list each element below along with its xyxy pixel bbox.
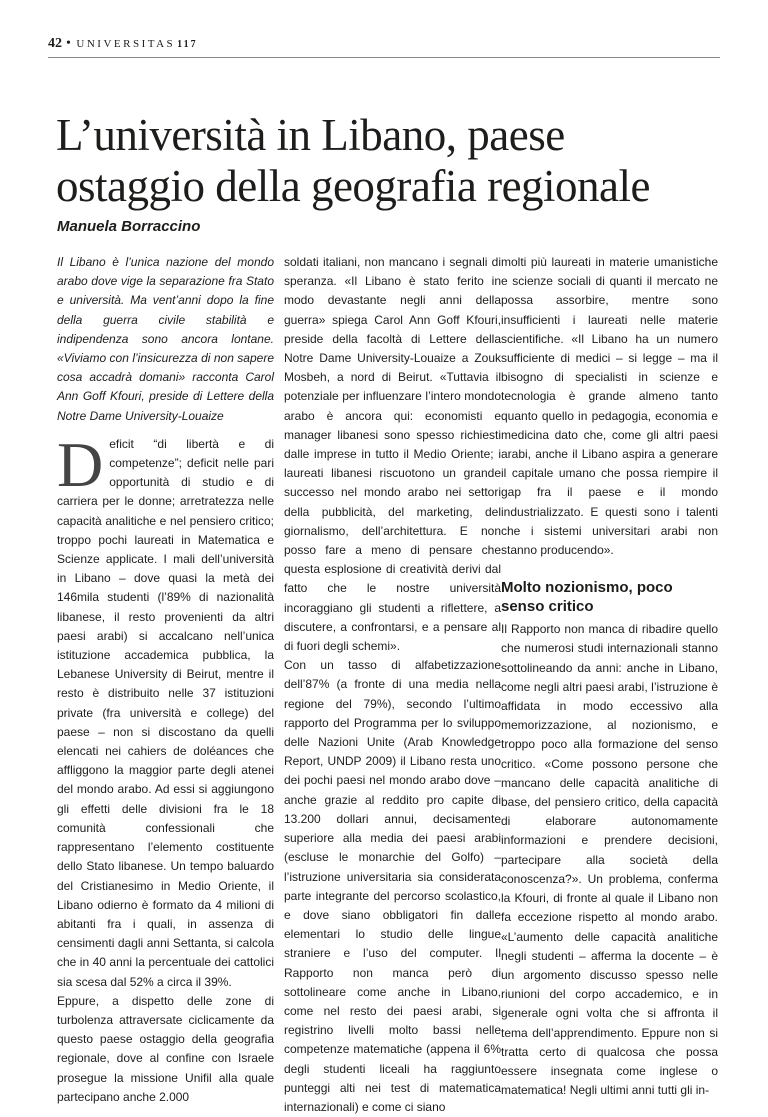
running-header: [48, 36, 198, 52]
drop-cap: D: [57, 428, 104, 500]
author-byline: Manuela Borraccino: [57, 218, 201, 235]
col2-paragraph-2: Con un tasso di alfabetizzazione dell’87% (a fronte di una media nella regione del 79%), secondo l’ultimo rapporto del Programma per lo sviluppo delle Nazioni Unite (Arab Knowledge Report, UNDP 2009) il Libano resta uno dei pochi paesi nel mondo arabo dove – anche grazie al reddito pro capite di 13.200 dollari annui, decisamente superiore alla media dei paesi arabi (escluse le monarchie del Golfo) – l’istruzione universitaria sia considerata parte integrante del percorso scolastico, e dove siano obbligatori fin dalle elementari lo studio delle lingue straniere e l’uso del computer. Il Rapporto non manca però di sottolineare come anche in Libano, come nel resto dei paesi arabi, si registrino livelli molto bassi nelle competenze matematiche (appena il 6% degli studenti liceali ha raggiunto punteggi alti nei test di matematica internazionali) e come ci siano: [284, 658, 501, 1114]
issue-number: 117: [177, 39, 198, 50]
article-lead: Il Libano è l’unica nazione del mondo arabo dove vige la separazione fra Stato e università. Ma vent’anni dopo la fine della guerra civile stabilità e indipendenza sono ancora lontane. «Viviamo con l’insicurezza di non sapere cosa accadrà domani» racconta Carol Ann Goff Kfouri, preside di Lettere della Notre Dame University-Louaize: [57, 255, 274, 423]
col1-paragraph-1: eficit “di libertà e di competenze”; deficit nelle pari opportunità di studio e di carriera per le donne; arretratezza nelle capacità analitiche e nel pensiero critico; troppo pochi laureati in Matematica e Scienze applicate. I mali dell’università in Libano – dove quasi la metà dei 146mila studenti (l’89% di nazionalità libanese, il resto provenienti da altri paesi arabi) si accalcano nell’unica istituzione accademica pubblica, la Lebanese University di Beirut, mentre il resto è distribuito nelle 37 istituzioni private (fra università e college) del paese – non si discostano da quelli elencati nei cahiers de doléances che affliggono la maggior parte degli atenei del mondo arabo. Ad essi si aggiungono gli effetti delle divisioni fra le 18 comunità confessionali che rappresentano l’elemento costituente dello Stato libanese. Un tempo baluardo del Cristianesimo in Medio Oriente, il Libano odierno è formato da 4 milioni di abitanti fra i quali, in assenza di censimenti dagli anni Settanta, si calcola che in 40 anni la percentuale dei cattolici sia scesa dal 52% a circa il 39%.: [57, 436, 274, 989]
col2-paragraph-1: soldati italiani, non mancano i segnali di speranza. «Il Libano è stato ferito in modo devastante negli anni della guerra» spiega Carol Ann Goff Kfouri, preside della facoltà di Lettere della Notre Dame University-Louaize a Zouk Mosbeh, a nord di Beirut. «Tuttavia il potenziale per influenzare l’intero mondo arabo è ancora qui: economisti e manager libanesi sono spesso richiesti dalle imprese in tutto il Medio Oriente; i laureati libanesi riscuotono un grande successo nel mondo arabo nei settori della pubblicità, del marketing, del giornalismo, dell’architettura. E non posso fare a meno di pensare che questa esplosione di creatività derivi dal fatto che le nostre università incoraggiano gli studenti a riflettere, a discutere, a confrontarsi, e a pensare al di fuori degli schemi».: [284, 255, 501, 654]
body-paragraph: [57, 428, 274, 992]
col1-paragraph-2: Eppure, a dispetto delle zone di turbolenza attraversate ciclicamente da questo paese ostaggio della geografia regionale, dove al confine con Israele prosegue la missione Unifil alla quale partecipano anche 2.000: [57, 993, 274, 1104]
header-separator: •: [66, 36, 73, 51]
header-rule: [48, 57, 720, 58]
text-column-2: [284, 253, 501, 1117]
col3-paragraph-2: Il Rapporto non manca di ribadire quello che numerosi studi internazionali stanno sottolineando da anni: anche in Libano, come negli altri paesi arabi, l’istruzione è affidata in modo eccessivo alla memorizzazione, al nozionismo, e troppo poco alla formazione del senso critico. «Come possono persone che mancano delle capacità analitiche di base, del pensiero critico, della capacità di elaborare autonomamente informazioni e prendere decisioni, partecipare alla società della conoscenza?». Un problema, conferma la Kfouri, di fronte al quale il Libano non fa eccezione rispetto al mondo arabo. «L’aumento delle capacità analitiche negli studenti – afferma la docente – è un argomento discusso spesso nelle riunioni del corpo accademico, e in generale ogni volta che si affronta il tema dell’apprendimento. Eppure non si tratta certo di qualcosa che possa essere insegnata come inglese o matematica! Negli ultimi anni tutti gli in-: [501, 622, 718, 1098]
article-title: [56, 110, 736, 212]
section-subheading: Molto nozionismo, poco senso critico: [501, 579, 673, 616]
title-line-1: L’università in Libano, paese: [56, 110, 565, 160]
text-column-1: [57, 253, 274, 1107]
page-number: 42: [48, 36, 62, 51]
magazine-name: UNIVERSITAS: [76, 38, 176, 50]
text-column-3: [501, 253, 718, 1100]
title-line-2: ostaggio della geografia regionale: [56, 161, 650, 211]
col3-paragraph-1: molti più laureati in materie umanistiche e scienze sociali di quanti il mercato ne possa assorbire, mentre sono insufficienti i laureati nelle materie scientifiche. «Il Libano ha un numero sufficiente di medici – si legge – ma il bisogno di specialisti in scienze e tecnologia è grande almeno tanto quanto quello in pedagogia, economia e medicina dato che, come gli altri paesi arabi, anche il Libano aspira a generare il capitale umano che possa riempire il gap fra il paese e il mondo industrializzato. E questi sono i talenti che i sistemi universitari arabi non stanno producendo».: [501, 255, 718, 558]
